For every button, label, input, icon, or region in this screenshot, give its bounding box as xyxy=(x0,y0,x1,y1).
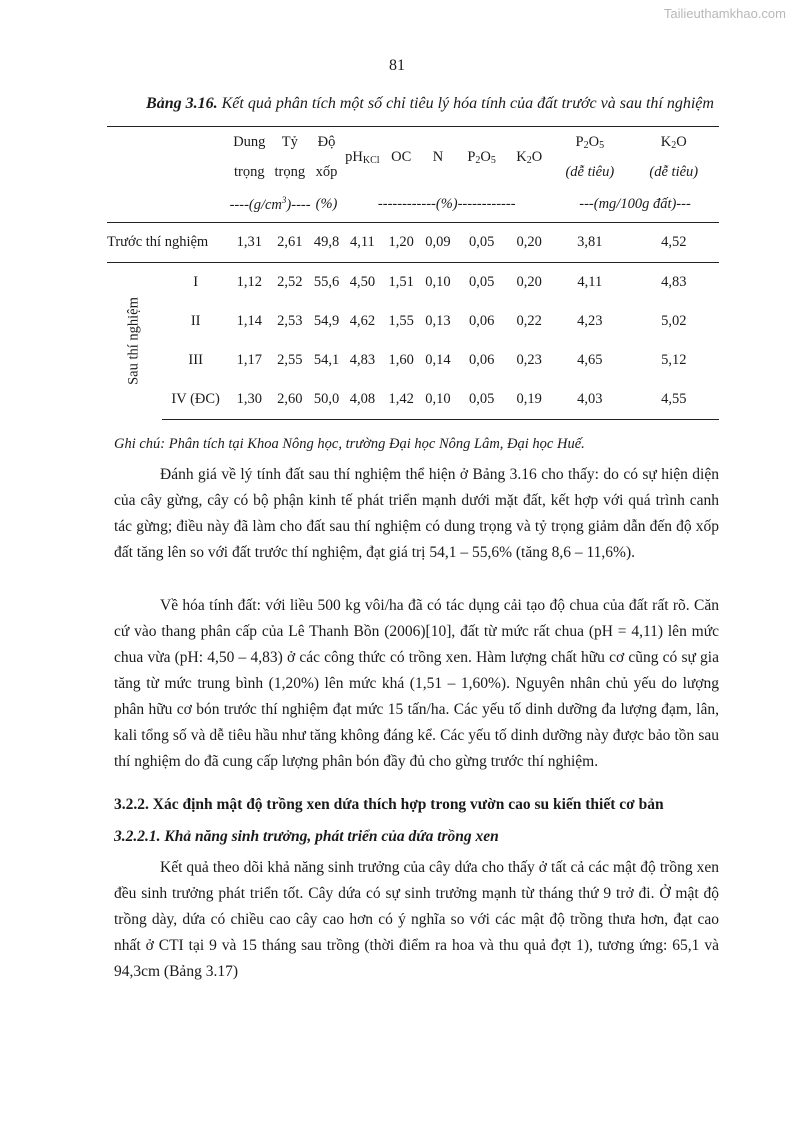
cell: 4,50 xyxy=(349,274,376,290)
cell: 4,55 xyxy=(629,380,719,420)
section-heading: 3.2.2. Xác định mật độ trồng xen dứa thích hợp trong vườn cao su kiến thiết cơ bản xyxy=(114,796,664,813)
table-row xyxy=(107,263,719,303)
header-trong2: trọng xyxy=(274,163,306,180)
header-p2o5-avail: $P_2O_5$ xyxy=(551,127,629,158)
unit-porosity: (%) xyxy=(311,187,343,223)
cell: 4,11 xyxy=(342,223,382,263)
cell: 1,17 xyxy=(236,352,262,368)
unit-percent: ------------(%)------------ xyxy=(342,187,551,223)
cell: 0,05 xyxy=(468,274,495,290)
cell: 1,42 xyxy=(382,380,420,420)
cell: 4,52 xyxy=(629,223,719,263)
header-de-tieu-1: (dễ tiêu) xyxy=(565,163,615,180)
header-p2o5-total: $P_2O_5$ xyxy=(456,127,508,188)
cell: 4,23 xyxy=(577,313,603,329)
watermark: Tailieuthamkhao.com xyxy=(663,6,786,21)
caption-text: Kết quả phân tích một số chỉ tiêu lý hóa tính của đất trước và sau thí nghiệm xyxy=(217,95,714,112)
cell: 0,19 xyxy=(507,380,551,420)
cell: 4,62 xyxy=(349,313,376,329)
cell: 54,9 xyxy=(313,313,340,329)
cell: 50,0 xyxy=(311,380,343,420)
cell: 0,22 xyxy=(516,313,542,329)
row-label: II xyxy=(190,313,201,329)
cell: 1,55 xyxy=(388,313,414,329)
cell: 54,1 xyxy=(313,352,340,368)
table-note: Ghi chú: Phân tích tại Khoa Nông học, trường Đại học Nông Lâm, Đại học Huế. xyxy=(114,436,585,452)
unit-mg: ---(mg/100g đất)--- xyxy=(551,187,719,223)
row-group-after: Sau thí nghiệm xyxy=(125,297,142,386)
header-empty xyxy=(107,127,230,188)
row-label: IV (ĐC) xyxy=(162,380,230,420)
header-trong1: trọng xyxy=(234,163,265,180)
cell: 2,61 xyxy=(269,223,311,263)
caption-label: Bảng 3.16. xyxy=(146,95,218,112)
header-xop: xốp xyxy=(315,163,338,180)
cell: 0,23 xyxy=(516,352,542,368)
row-label-before: Trước thí nghiệm xyxy=(107,223,230,263)
cell: 4,83 xyxy=(349,352,376,368)
header-ph: $pH_{KCl}$ xyxy=(342,127,382,188)
header-ty: Tỷ xyxy=(269,127,311,158)
cell: 5,12 xyxy=(661,352,687,368)
header-do: Độ xyxy=(311,127,343,158)
cell: 1,12 xyxy=(236,274,262,290)
cell: 0,10 xyxy=(425,274,451,290)
table-row-before xyxy=(107,223,719,263)
header-de-tieu-2: (dễ tiêu) xyxy=(649,163,699,180)
unit-density: $----(g/cm^3)----$ xyxy=(230,187,311,223)
cell: 1,30 xyxy=(230,380,269,420)
cell: 2,60 xyxy=(269,380,311,420)
cell: 0,05 xyxy=(456,223,508,263)
cell: 0,20 xyxy=(507,223,551,263)
header-n: N xyxy=(420,127,456,188)
cell: 4,83 xyxy=(661,274,687,290)
paragraph-3: Kết quả theo dõi khả năng sinh trưởng của cây dứa cho thấy ở tất cả các mật độ trồng xen đều sinh trưởng phát triển tốt. Cây dứa có sự sinh trưởng mạnh từ tháng thứ 9 trở đi. Ở mật độ trồng dày, dứa có chiều cao cây cao hơn có ý nghĩa so với các mật độ trồng thưa hơn, đạt cao nhất ở CTI tại 9 và 15 tháng sau trồng (thời điểm ra hoa và thu quả đợt 1), tương ứng: 65,1 và 94,3cm (Bảng 3.17) xyxy=(114,859,719,980)
header-k2o-total: $K_2O$ xyxy=(507,127,551,188)
cell: 0,05 xyxy=(456,380,508,420)
row-label: I xyxy=(193,274,199,290)
cell: 0,09 xyxy=(420,223,456,263)
table-row xyxy=(107,302,719,341)
page-number: 81 xyxy=(389,57,405,74)
header-dung: Dung xyxy=(230,127,269,158)
cell: 4,03 xyxy=(551,380,629,420)
soil-analysis-table xyxy=(107,126,719,420)
cell: 1,14 xyxy=(236,313,262,329)
cell: 0,13 xyxy=(425,313,451,329)
cell: 4,08 xyxy=(342,380,382,420)
cell: 2,52 xyxy=(277,274,303,290)
row-label: III xyxy=(188,352,203,368)
cell: 5,02 xyxy=(661,313,687,329)
cell: 0,20 xyxy=(516,274,542,290)
cell: 0,06 xyxy=(468,352,495,368)
cell: 4,11 xyxy=(577,274,603,290)
table-caption xyxy=(80,95,780,113)
cell: 2,55 xyxy=(277,352,303,368)
header-k2o-avail: $K_2O$ xyxy=(629,127,719,158)
cell: 0,14 xyxy=(425,352,451,368)
cell: 49,8 xyxy=(311,223,343,263)
cell: 1,20 xyxy=(382,223,420,263)
cell: 0,10 xyxy=(420,380,456,420)
cell: 4,65 xyxy=(577,352,603,368)
cell: 3,81 xyxy=(551,223,629,263)
header-oc: OC xyxy=(382,127,420,188)
cell: 2,53 xyxy=(277,313,303,329)
cell: 1,51 xyxy=(388,274,414,290)
table-row xyxy=(107,341,719,380)
paragraph-1: Đánh giá về lý tính đất sau thí nghiệm thể hiện ở Bảng 3.16 cho thấy: do có sự hiện diện của cây gừng, cây có bộ phận kinh tế phát triển mạnh dưới mặt đất, kết hợp với quá trình canh tác gừng; điều này đã làm cho đất sau thí nghiệm có dung trọng và tỷ trọng giảm dẫn đến độ xốp đất tăng lên so với đất trước thí nghiệm, đạt giá trị 54,1 – 55,6% (tăng 8,6 – 11,6%). xyxy=(114,466,719,561)
cell: 1,31 xyxy=(230,223,269,263)
cell: 55,6 xyxy=(313,274,340,290)
table-row xyxy=(107,380,719,420)
paragraph-2: Về hóa tính đất: với liều 500 kg vôi/ha đã có tác dụng cải tạo độ chua của đất rất rõ. Căn cứ vào thang phân cấp của Lê Thanh Bồn (2006)[10], đất từ mức rất chua (pH = 4,11) lên mức chua vừa (pH: 4,50 – 4,83) ở các công thức có trồng xen. Hàm lượng chất hữu cơ cũng có sự gia tăng từ mức trung bình (1,20%) lên mức khá (1,51 – 1,60%). Nguyên nhân chủ yếu do lượng phân hữu cơ bón trước thí nghiệm đạt mức 15 tấn/ha. Các yếu tố dinh dưỡng đa lượng đạm, lân, kali tổng số và dễ tiêu hầu như tăng không đáng kể. Các yếu tố dinh dưỡng này được bảo tồn sau thí nghiệm do đã cung cấp lượng phân bón đầy đủ cho gừng trước thí nghiệm. xyxy=(114,597,719,770)
cell: 1,60 xyxy=(388,352,414,368)
subsection-heading: 3.2.2.1. Khả năng sinh trưởng, phát triển của dứa trồng xen xyxy=(114,828,499,845)
cell: 0,06 xyxy=(468,313,495,329)
